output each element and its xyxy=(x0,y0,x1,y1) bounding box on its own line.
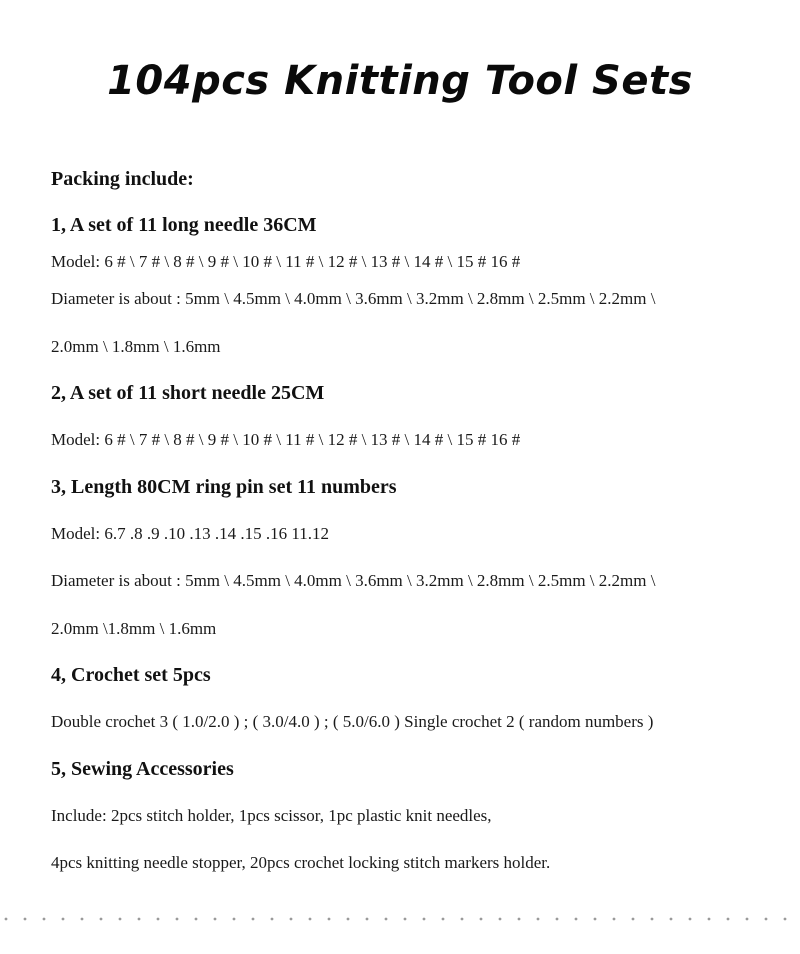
section-5-include-continued: 4pcs knitting needle stopper, 20pcs crochet locking stitch markers holder. xyxy=(51,853,551,872)
section-2-heading: 2, A set of 11 short needle 25CM xyxy=(51,382,325,404)
packing-include-label: Packing include: xyxy=(51,168,194,190)
section-1-model-line: Model: 6 # \ 7 # \ 8 # \ 9 # \ 10 # \ 11 # \ 12 # \ 13 # \ 14 # \ 15 # 16 # xyxy=(51,252,521,271)
section-1-diameter-line: Diameter is about : 5mm \ 4.5mm \ 4.0mm \ 3.6mm \ 3.2mm \ 2.8mm \ 2.5mm \ 2.2mm \ xyxy=(51,289,656,308)
section-2-model-line: Model: 6 # \ 7 # \ 8 # \ 9 # \ 10 # \ 11 # \ 12 # \ 13 # \ 14 # \ 15 # 16 # xyxy=(51,430,521,449)
section-5-include-line: Include: 2pcs stitch holder, 1pcs scissor, 1pc plastic knit needles, xyxy=(51,806,492,825)
section-3-diameter-continued: 2.0mm \1.8mm \ 1.6mm xyxy=(51,619,217,638)
section-1-diameter-continued: 2.0mm \ 1.8mm \ 1.6mm xyxy=(51,337,221,356)
section-4-crochet-line: Double crochet 3 ( 1.0/2.0 ) ; ( 3.0/4.0 ) ; ( 5.0/6.0 ) Single crochet 2 ( random numbers ) xyxy=(51,712,654,731)
page-title: 104pcs Knitting Tool Sets xyxy=(107,58,693,104)
section-3-model-line: Model: 6.7 .8 .9 .10 .13 .14 .15 .16 11.12 xyxy=(51,524,329,543)
section-1-heading: 1, A set of 11 long needle 36CM xyxy=(51,214,317,236)
section-3-diameter-line: Diameter is about : 5mm \ 4.5mm \ 4.0mm \ 3.6mm \ 3.2mm \ 2.8mm \ 2.5mm \ 2.2mm \ xyxy=(51,571,656,590)
section-4-heading: 4, Crochet set 5pcs xyxy=(51,664,211,686)
section-3-heading: 3, Length 80CM ring pin set 11 numbers xyxy=(51,476,397,498)
section-5-heading: 5, Sewing Accessories xyxy=(51,758,234,780)
dotted-divider xyxy=(0,914,800,924)
